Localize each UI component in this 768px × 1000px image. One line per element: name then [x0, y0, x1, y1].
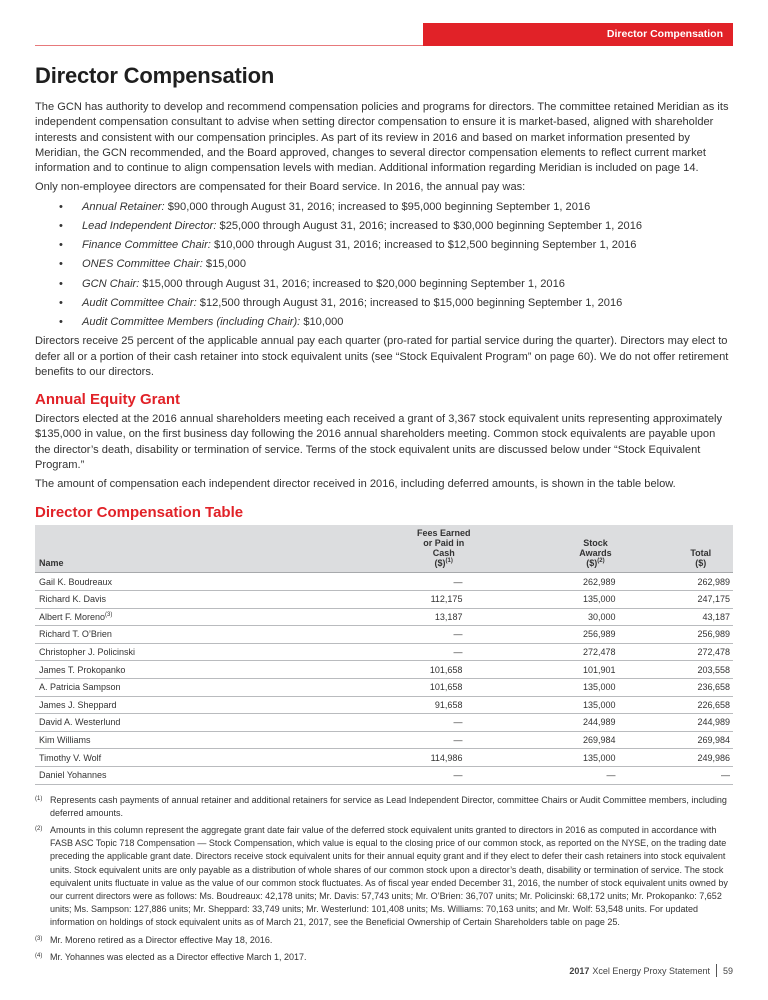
header-line: or Paid in	[423, 537, 465, 548]
stock-awards-cell: 256,989	[522, 626, 668, 644]
pay-item-text: $15,000 through August 31, 2016; increased to $20,000 beginning September 1, 2016	[139, 277, 565, 290]
director-name: Christopher J. Policinski	[35, 643, 365, 661]
total-cell: 262,989	[668, 573, 733, 591]
pay-item-text: $25,000 through August 31, 2016; increased to $30,000 beginning September 1, 2016	[216, 219, 643, 232]
footer-year: 2017	[569, 965, 590, 976]
director-name: David A. Westerlund	[35, 714, 365, 732]
column-header-name: Name	[35, 525, 365, 573]
compensation-table-heading: Director Compensation Table	[35, 503, 244, 521]
fees-cell: —	[365, 714, 522, 732]
fees-cell: 112,175	[365, 590, 522, 608]
table-row	[35, 749, 733, 767]
director-name: James T. Prokopanko	[35, 661, 365, 679]
total-cell: 249,986	[668, 749, 733, 767]
director-name: Daniel Yohannes	[35, 766, 365, 784]
pay-item	[35, 238, 733, 253]
table-row	[35, 590, 733, 608]
table-row	[35, 766, 733, 784]
total-cell: 236,658	[668, 678, 733, 696]
fees-cell: —	[365, 731, 522, 749]
header-line: ($)$^{(1)}$	[434, 558, 453, 569]
pay-item-role: Annual Retainer:	[82, 200, 165, 213]
equity-grant-paragraph: Directors elected at the 2016 annual shareholders meeting each received a grant of 3,367 stock equivalent units representing approximately $135,000 in value, on the first business day following the 2016 annual shareholders meeting. Common stock equivalents are payable upon the director’s death, disability or termination of service. Terms of the stock equivalent units are discussed below under “Stock Equivalent Program.”	[35, 413, 722, 471]
total-cell: 247,175	[668, 590, 733, 608]
pay-item-text: $15,000	[202, 258, 247, 271]
page-footer	[569, 964, 733, 977]
pay-item-role: GCN Chair:	[82, 277, 140, 290]
total-cell: 269,984	[668, 731, 733, 749]
intro-paragraph: The GCN has authority to develop and recommend compensation policies and programs for directors. The committee retained Meridian as its independent compensation consultant to advise when setting director compensation to ensure it is market-based, aligned with shareholder interests and consistent with our compensation principles. As part of its review in 2016 and based on market information presented by Meridian, the GCN recommended, and the Board approved, changes to several director compensation elements to reflect current market information and to continue to align compensation levels with median. Additional information regarding Meridian is included on page 14.	[35, 101, 729, 175]
pay-item-text: $10,000	[300, 315, 344, 328]
page-title: Director Compensation	[35, 63, 275, 88]
total-cell: 226,658	[668, 696, 733, 714]
table-row	[35, 626, 733, 644]
director-name: A. Patricia Sampson	[35, 678, 365, 696]
column-header-stock-awards	[522, 525, 668, 573]
fees-cell: 13,187	[365, 608, 522, 626]
footnote-text: Amounts in this column represent the aggregate grant date fair value of the deferred stock equivalent units granted to directors in 2016 as computed in accordance with FASB ASC Topic 718 Compensation — Stock Compensation, which value is equal to the closing price of our common stock, as reported on the NYSE, on the trading date preceding the applicable grant date. Directors receive stock equivalent units for their annual equity grant and if they elect to defer their cash retainers into stock equivalent units. Stock equivalent units are only payable as a distribution of whole shares of our common stock upon a director’s death, disability or termination of service. The stock equivalent units fluctuate in value as the value of our common stock fluctuates. As of fiscal year ended December 31, 2016, the number of stock equivalent units owned by our current directors were as follows: Ms. Boudreaux: 42,178 units; Mr. Davis: 57,743 units; Mr. O’Brien: 36,707 units; Mr. Policinski: 68,172 units; Mr. Prokopanko: 7,652 units; Ms. Sampson: 127,886 units; Mr. Sheppard: 33,749 units; Mr. Westerlund: 101,408 units; Ms. Williams: 70,163 units; and Mr. Wolf: 53,548 units. For updated information on holdings of stock equivalent units as of March 21, 2017, see the Beneficial Ownership of Certain Shareholders table on page 25.	[50, 824, 728, 928]
quarterly-pay-paragraph: Directors receive 25 percent of the applicable annual pay each quarter (pro-rated for partial service during the quarter). Directors may elect to defer all or a portion of their cash retainer into stock equivalent units (see “Stock Equivalent Program” on page 60). We do not offer retirement benefits to our directors.	[35, 335, 729, 378]
pay-item	[35, 315, 733, 330]
pay-item-text: $12,500 through August 31, 2016; increased to $15,000 beginning September 1, 2016	[196, 296, 623, 309]
director-name: James J. Sheppard	[35, 696, 365, 714]
director-name: Richard K. Davis	[35, 590, 365, 608]
footer-divider	[716, 964, 717, 977]
pay-item-role: Audit Committee Members (including Chair):	[82, 315, 301, 328]
footnote-ref: (1)	[445, 558, 453, 565]
footnote-4	[35, 951, 733, 964]
pay-item	[35, 257, 733, 272]
footnote-mark: (2)	[35, 825, 43, 832]
table-header-row	[35, 525, 733, 573]
content	[35, 62, 733, 968]
director-name: Kim Williams	[35, 731, 365, 749]
pay-item-text: $90,000 through August 31, 2016; increased to $95,000 beginning September 1, 2016	[164, 200, 591, 213]
header-line: ($)$^{(2)}$	[586, 558, 605, 569]
table-row	[35, 696, 733, 714]
pay-item	[35, 219, 733, 234]
fees-cell: 101,658	[365, 678, 522, 696]
director-name: Gail K. Boudreaux	[35, 573, 365, 591]
fees-cell: 101,658	[365, 661, 522, 679]
table-row	[35, 731, 733, 749]
stock-awards-cell: 135,000	[522, 678, 668, 696]
pay-item-role: Lead Independent Director:	[82, 219, 217, 232]
stock-awards-cell: 135,000	[522, 590, 668, 608]
total-cell: 244,989	[668, 714, 733, 732]
footnote-2	[35, 824, 733, 930]
pay-item-role: Finance Committee Chair:	[82, 239, 211, 252]
stock-awards-cell: —	[522, 766, 668, 784]
column-header-fees	[365, 525, 522, 573]
stock-awards-cell: 101,901	[522, 661, 668, 679]
fees-cell: 114,986	[365, 749, 522, 767]
fees-cell: —	[365, 643, 522, 661]
table-row	[35, 678, 733, 696]
footnote-text: Represents cash payments of annual retainer and additional retainers for service as Lead Independent Director, committee Chairs or Audit Committee members, including deferred amounts.	[50, 794, 727, 818]
footnote-ref: (2)	[597, 558, 605, 565]
footer-title: Xcel Energy Proxy Statement	[592, 965, 710, 976]
header-line: Stock	[583, 537, 608, 548]
column-header-total	[668, 525, 733, 573]
page-header	[35, 23, 733, 46]
page-number: 59	[722, 965, 733, 976]
director-compensation-table	[35, 525, 733, 785]
annual-equity-grant-heading: Annual Equity Grant	[35, 391, 181, 409]
table-intro-paragraph: The amount of compensation each independent director received in 2016, including deferred amounts, is shown in the table below.	[35, 478, 676, 491]
table-body	[35, 573, 733, 784]
total-cell: 43,187	[668, 608, 733, 626]
total-cell: 203,558	[668, 661, 733, 679]
header-line: Total	[690, 547, 712, 558]
stock-awards-cell: 135,000	[522, 696, 668, 714]
stock-awards-cell: 244,989	[522, 714, 668, 732]
table-row	[35, 573, 733, 591]
fees-cell: 91,658	[365, 696, 522, 714]
pay-item-role: ONES Committee Chair:	[82, 258, 203, 271]
footnote-text: Mr. Moreno retired as a Director effective May 18, 2016.	[50, 934, 273, 945]
fees-cell: —	[365, 766, 522, 784]
header-line: Awards	[579, 547, 612, 558]
footnote-3	[35, 934, 733, 947]
table-row	[35, 608, 733, 626]
footnote-mark: (1)	[35, 795, 43, 802]
pay-item	[35, 296, 733, 311]
total-cell: —	[668, 766, 733, 784]
stock-awards-cell: 30,000	[522, 608, 668, 626]
table-row	[35, 643, 733, 661]
table-row	[35, 661, 733, 679]
annual-pay-intro: Only non-employee directors are compensated for their Board service. In 2016, the annual pay was:	[35, 181, 526, 194]
director-name: Albert F. Moreno$^{(3)}$	[35, 608, 365, 626]
stock-awards-cell: 262,989	[522, 573, 668, 591]
header-line: Cash	[432, 547, 455, 558]
pay-item	[35, 200, 733, 215]
stock-awards-cell: 135,000	[522, 749, 668, 767]
director-name: Richard T. O’Brien	[35, 626, 365, 644]
fees-cell: —	[365, 626, 522, 644]
pay-item-text: $10,000 through August 31, 2016; increased to $12,500 beginning September 1, 2016	[210, 239, 637, 252]
footnote-mark: (4)	[35, 952, 43, 959]
header-line: ($)	[695, 558, 707, 569]
header-line: Fees Earned	[416, 527, 471, 538]
table-row	[35, 714, 733, 732]
director-name: Timothy V. Wolf	[35, 749, 365, 767]
stock-awards-cell: 269,984	[522, 731, 668, 749]
total-cell: 256,989	[668, 626, 733, 644]
pay-item-role: Audit Committee Chair:	[82, 296, 197, 309]
footnote-ref: (3)	[105, 611, 113, 618]
pay-item	[35, 277, 733, 292]
total-cell: 272,478	[668, 643, 733, 661]
footnote-mark: (3)	[35, 935, 43, 942]
footnote-1	[35, 794, 733, 820]
stock-awards-cell: 272,478	[522, 643, 668, 661]
annual-pay-list	[35, 200, 733, 330]
section-banner: Director Compensation	[423, 23, 733, 46]
fees-cell: —	[365, 573, 522, 591]
footnote-text: Mr. Yohannes was elected as a Director effective March 1, 2017.	[50, 951, 307, 962]
footnotes	[35, 794, 733, 964]
